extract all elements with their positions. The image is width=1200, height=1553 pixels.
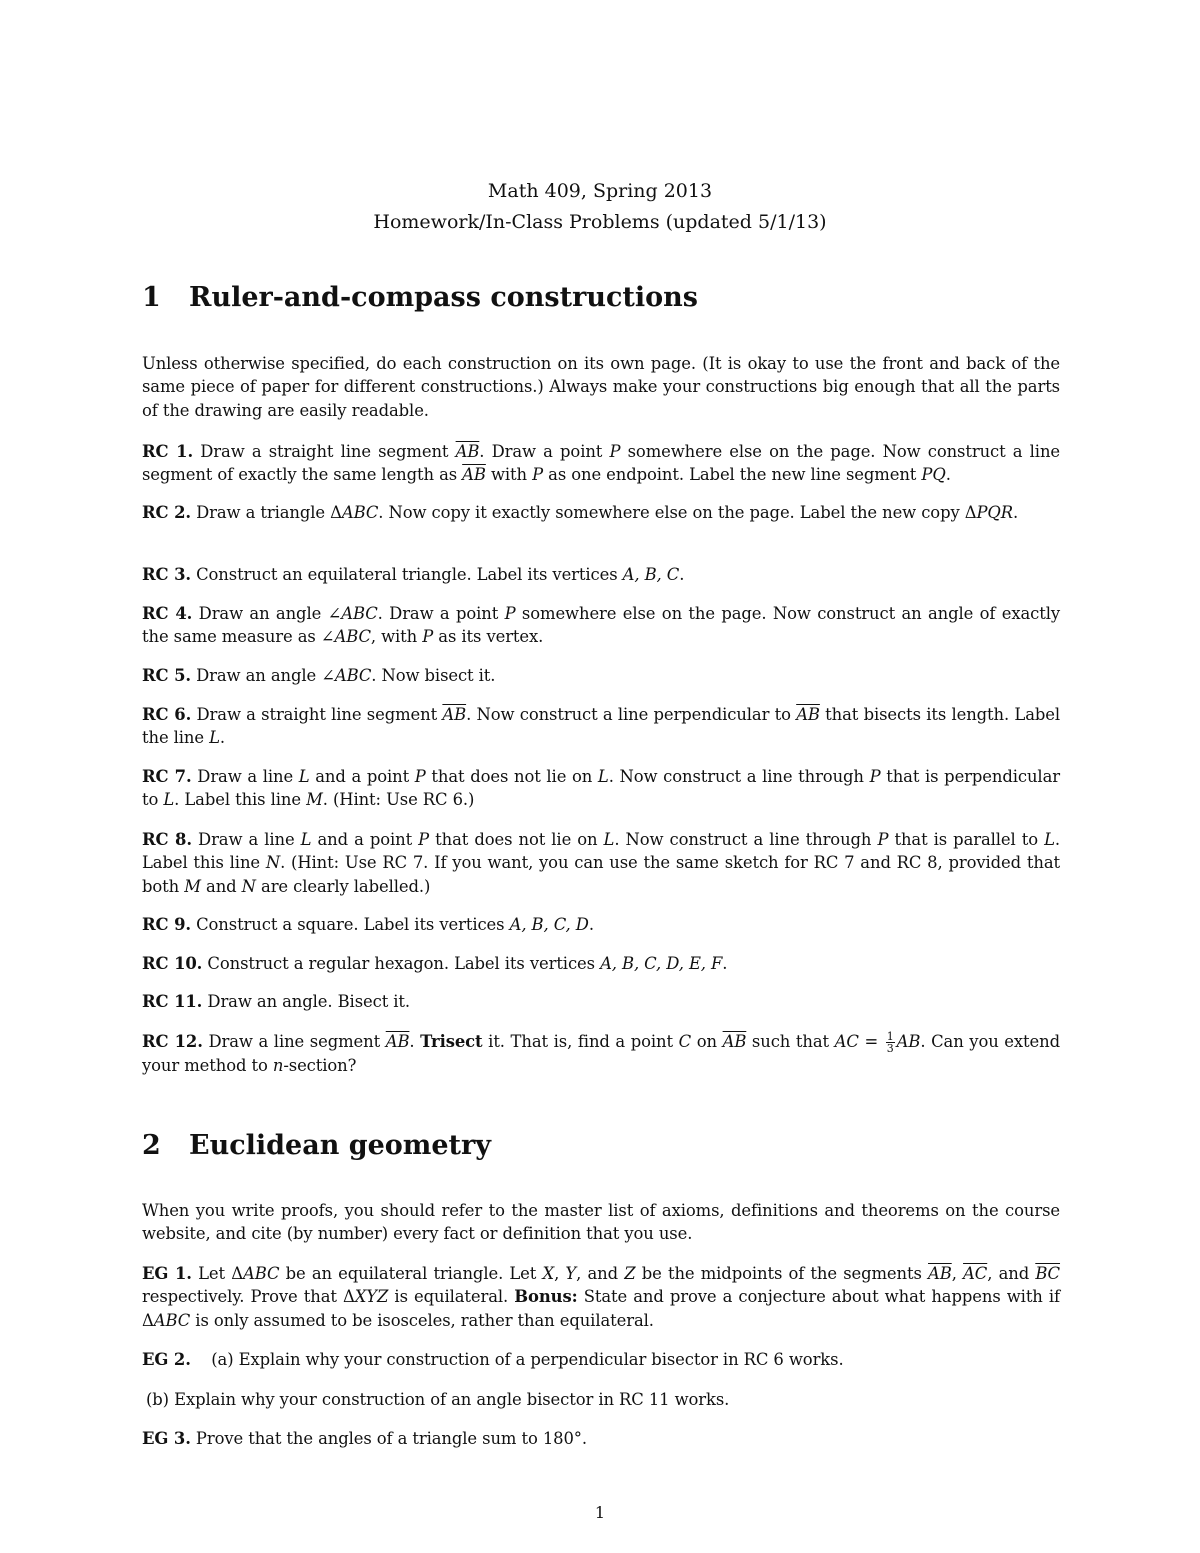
problem-rc12: RC 12. Draw a line segment $\overline{AB}$. Trisect it. That is, find a point C on $\overline{AB}$ such that AC = $\frac{1}{3}$ AB. Can you extend your method to n-section? [142, 1030, 1060, 1075]
problem-label: EG 1. [142, 1264, 192, 1283]
problem-eg1: EG 1. Let ΔABC be an equilateral triangle. Let X, Y, and Z be the midpoints of the segments $\overline{AB}$, $\overline{AC}$, and $\overline{BC}$ respectively. Prove that ΔXYZ is equilateral. Bonus: State and prove a conjecture about what happens with if ΔABC is only assumed to be isosceles, rather than equilateral. [142, 1264, 1061, 1330]
section-number: 1 [142, 282, 161, 313]
problem-label: EG 2. [142, 1350, 191, 1369]
problem-rc10: RC 10. Construct a regular hexagon. Label its vertices A, B, C, D, E, F. [142, 954, 728, 973]
section-heading-1 [142, 282, 1072, 313]
problem-label: RC 2. [142, 503, 191, 522]
problem-label: RC 9. [142, 915, 191, 934]
section-1-intro: Unless otherwise specified, do each construction on its own page. (It is okay to use the front and back of the same piece of paper for different constructions.) Always make your constructions big enough that all the parts of the drawing are easily readable. [142, 354, 1060, 420]
problem-label: RC 4. [142, 604, 193, 623]
problem-rc1: RC 1. Draw a straight line segment $\overline{AB}$. Draw a point P somewhere else on the page. Now construct a line segment of exactly the same length as $\overline{AB}$ with P as one endpoint. Label the new line segment PQ. [142, 442, 1061, 485]
problem-label: RC 6. [142, 705, 192, 724]
document-subtitle: Homework/In-Class Problems (updated 5/1/13) [373, 211, 827, 233]
problem-label: RC 11. [142, 992, 203, 1011]
problem-label: RC 3. [142, 565, 191, 584]
problem-rc8: RC 8. Draw a line L and a point P that does not lie on L. Now construct a line through P that is parallel to L. Label this line N. (Hint: Use RC 7. If you want, you can use the same sketch for RC 7 and RC 8, provided that both M and N are clearly labelled.) [142, 830, 1061, 896]
problem-rc2: RC 2. Draw a triangle ΔABC. Now copy it exactly somewhere else on the page. Label the new copy ΔPQR. [142, 503, 1019, 522]
problem-label: RC 8. [142, 830, 192, 849]
section-heading-2 [142, 1130, 1072, 1161]
problem-rc11: RC 11. Draw an angle. Bisect it. [142, 992, 411, 1011]
section-2-intro: When you write proofs, you should refer to the master list of axioms, definitions and theorems on the course website, and cite (by number) every fact or definition that you use. [142, 1201, 1060, 1244]
problem-label: RC 1. [142, 442, 194, 461]
section-title: Ruler-and-compass constructions [189, 282, 698, 313]
section-title: Euclidean geometry [189, 1130, 491, 1161]
course-title: Math 409, Spring 2013 [487, 180, 713, 202]
problem-rc3: RC 3. Construct an equilateral triangle. Label its vertices A, B, C. [142, 565, 685, 584]
problem-label: RC 7. [142, 767, 192, 786]
problem-rc6: RC 6. Draw a straight line segment $\overline{AB}$. Now construct a line perpendicular to $\overline{AB}$ that bisects its length. Label the line L. [142, 705, 1060, 748]
page-number: 1 [594, 1503, 606, 1522]
problem-label: EG 3. [142, 1429, 191, 1448]
problem-label: RC 10. [142, 954, 203, 973]
problem-label: RC 12. [142, 1032, 203, 1051]
problem-label: RC 5. [142, 666, 191, 685]
problem-rc5: RC 5. Draw an angle ∠ABC. Now bisect it. [142, 666, 496, 685]
problem-eg3: EG 3. Prove that the angles of a triangle sum to 180°. [142, 1429, 588, 1448]
problem-eg2: EG 2. (a) Explain why your construction of a perpendicular bisector in RC 6 works. [142, 1350, 844, 1369]
problem-eg2-part-b: (b) Explain why your construction of an angle bisector in RC 11 works. [146, 1390, 730, 1409]
fraction-one-third: $\frac{1}{3}$ [886, 1030, 894, 1055]
problem-rc7: RC 7. Draw a line L and a point P that does not lie on L. Now construct a line through P that is perpendicular to L. Label this line M. (Hint: Use RC 6.) [142, 767, 1060, 810]
section-number: 2 [142, 1130, 161, 1161]
document-title-block [0, 176, 1200, 238]
problem-rc9: RC 9. Construct a square. Label its vertices A, B, C, D. [142, 915, 594, 934]
problem-rc4: RC 4. Draw an angle ∠ABC. Draw a point P somewhere else on the page. Now construct an angle of exactly the same measure as ∠ABC, with P as its vertex. [142, 604, 1061, 647]
